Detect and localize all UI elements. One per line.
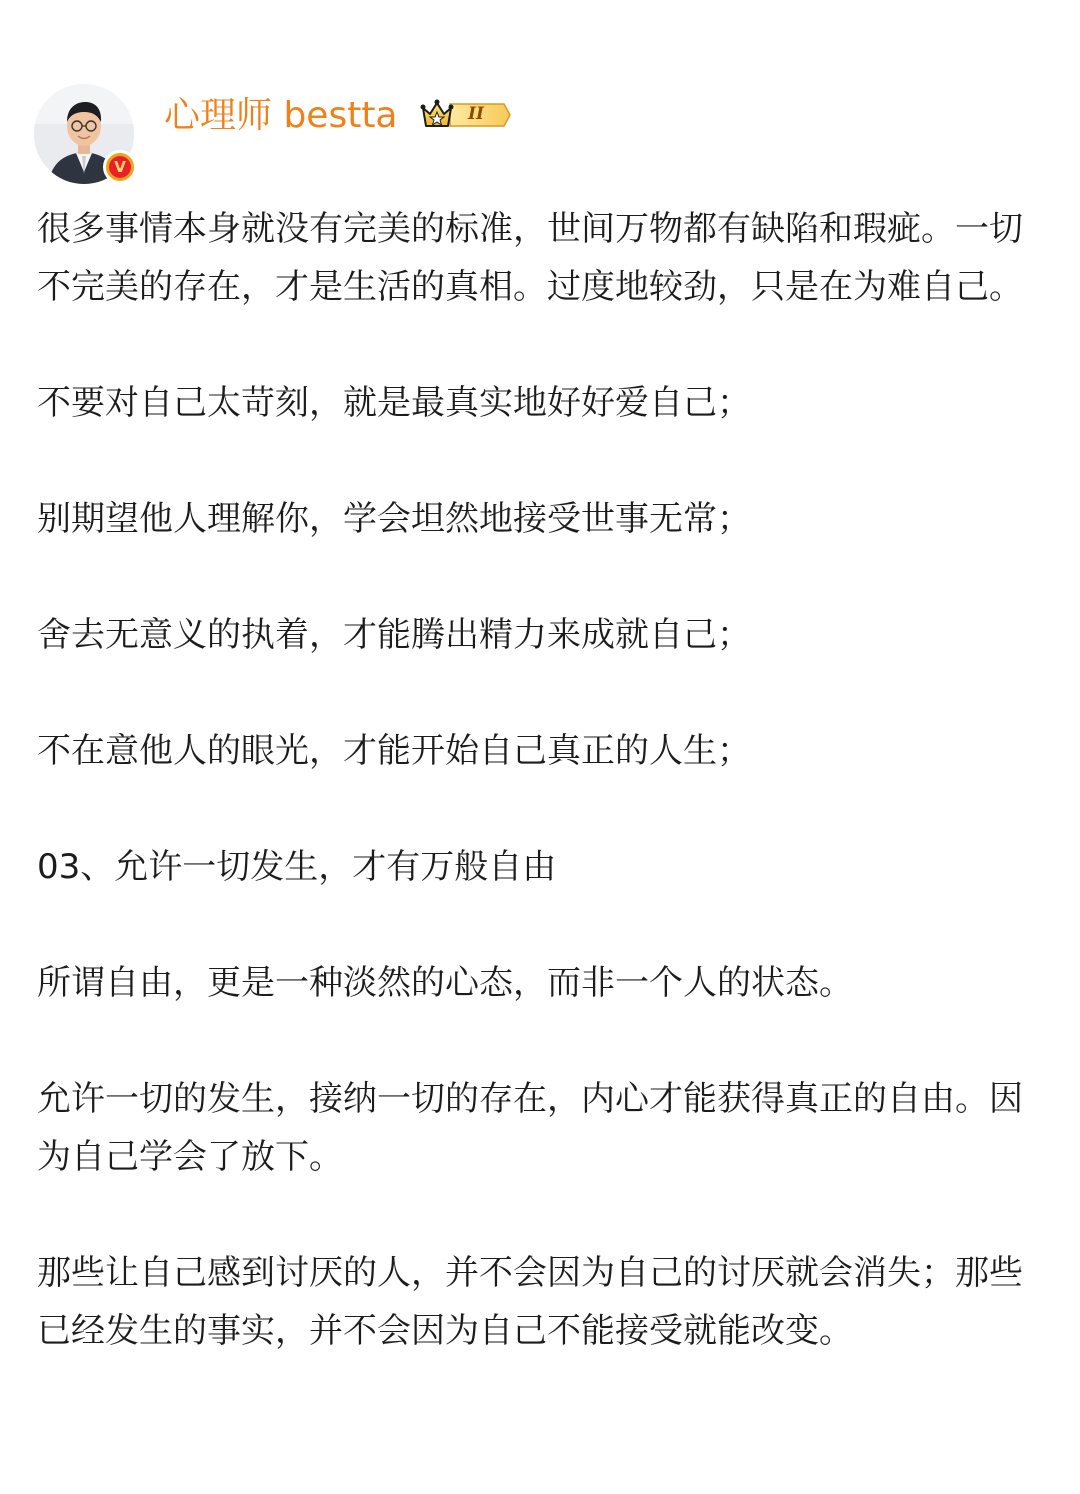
post-paragraph: 允许一切的发生，接纳一切的存在，内心才能获得真正的自由。因为自己学会了放下。 — [37, 1079, 1023, 1177]
vip-badge[interactable] — [420, 98, 512, 132]
post-paragraph: 别期望他人理解你，学会坦然地接受世事无常； — [37, 499, 751, 539]
verified-badge-letter: V — [109, 156, 131, 178]
post-paragraph: 那些让自己感到讨厌的人，并不会因为自己的讨厌就会消失；那些已经发生的事实，并不会因为自己不能接受就能改变。 — [37, 1253, 1023, 1351]
vip-level-label: II — [468, 104, 484, 124]
post-paragraph: 很多事情本身就没有完美的标准，世间万物都有缺陷和瑕疵。一切不完美的存在，才是生活的真相。过度地较劲，只是在为难自己。 — [37, 209, 1023, 307]
crown-icon — [420, 98, 512, 132]
post-paragraph: 所谓自由，更是一种淡然的心态，而非一个人的状态。 — [37, 963, 853, 1003]
author-name[interactable]: 心理师 bestta — [164, 95, 398, 136]
post-paragraph: 不在意他人的眼光，才能开始自己真正的人生； — [37, 731, 751, 771]
post-paragraph: 舍去无意义的执着，才能腾出精力来成就自己； — [37, 615, 751, 655]
post-body — [37, 200, 1043, 1360]
post-section-heading: 03、允许一切发生，才有万般自由 — [37, 847, 557, 887]
author-avatar[interactable] — [34, 84, 134, 184]
post-paragraph: 不要对自己太苛刻，就是最真实地好好爱自己； — [37, 383, 751, 423]
verified-badge-icon — [103, 150, 137, 184]
post-header — [34, 84, 1034, 188]
